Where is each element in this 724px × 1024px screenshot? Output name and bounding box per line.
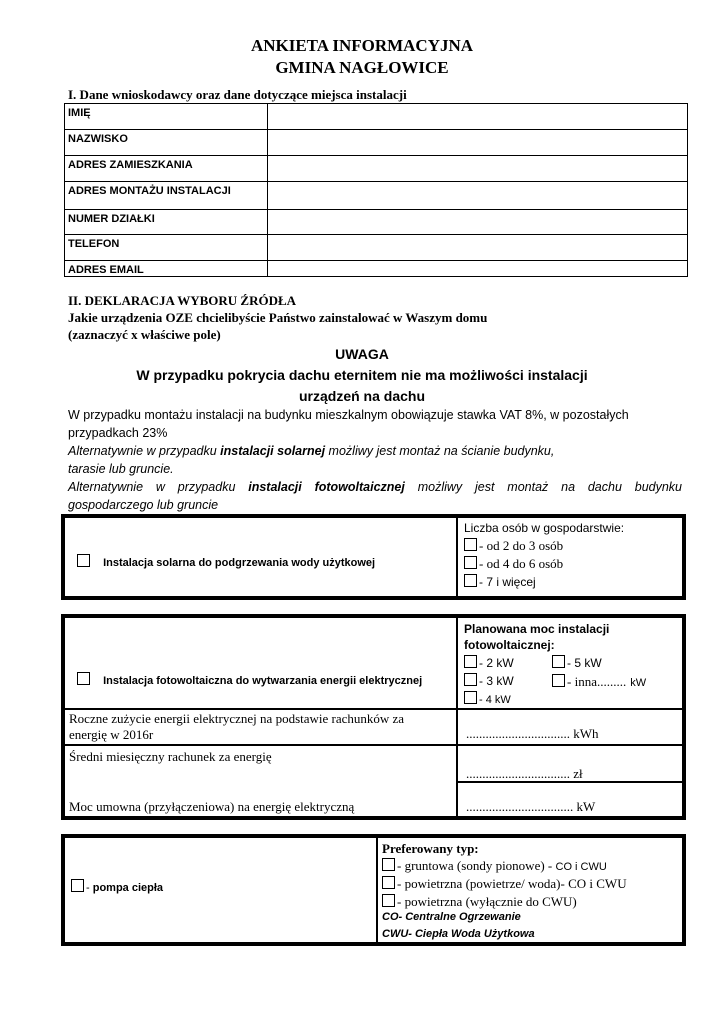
heatpump-ground-label: - gruntowa (sondy pionowe) - (397, 858, 556, 873)
alt-pv-bold: instalacji fotowoltaicznej (248, 480, 405, 494)
pv-section (61, 614, 686, 820)
heatpump-air-water-checkbox[interactable] (382, 876, 395, 889)
document-title: ANKIETA INFORMACYJNA (250, 36, 474, 55)
persons-7plus-checkbox[interactable] (464, 574, 477, 587)
consumption-label (69, 711, 404, 743)
pv-power-label1: Planowana moc instalacji (464, 622, 610, 636)
alt-pv-text2: możliwy jest montaż na dachu budynku (404, 480, 683, 494)
alt-solar-line2: tarasie lub gruncie. (68, 462, 174, 476)
alt-pv-line1 (68, 478, 682, 496)
bill-value-cell[interactable] (457, 745, 683, 782)
contract-value-cell[interactable] (457, 782, 683, 817)
pv-other-unit: kW (630, 677, 647, 689)
heatpump-checkbox[interactable] (71, 879, 84, 892)
legend-co: CO- Centralne Ogrzewanie (382, 911, 521, 923)
input-adres-zamieszkania[interactable] (268, 156, 688, 182)
row-label-imie: IMIĘ (65, 104, 268, 130)
pv-power-3kw[interactable] (464, 673, 514, 688)
heatpump-ground-checkbox[interactable] (382, 858, 395, 871)
solar-checkbox[interactable] (77, 554, 90, 567)
pv-power-2kw[interactable] (464, 655, 514, 670)
warning-line1: W przypadku pokrycia dachu eternitem nie ma możliwości instalacji (136, 367, 588, 383)
alt-solar-text2: możliwy jest montaż na ścianie budynku, (325, 444, 555, 458)
row-label-email: ADRES EMAIL (65, 261, 268, 277)
bill-label-cell (64, 745, 457, 817)
pv-3kw-label: - 3 kW (479, 674, 514, 688)
solar-persons-cell (457, 517, 683, 597)
vat-line1: W przypadku montażu instalacji na budynku mieszkalnym obowiązuje stawka VAT 8%, w pozostałych (68, 408, 629, 422)
heatpump-air-cwu-checkbox[interactable] (382, 894, 395, 907)
pv-other-checkbox[interactable] (552, 674, 565, 687)
persons-7plus-label: - 7 i więcej (479, 575, 536, 589)
pv-power-4kw[interactable] (464, 691, 511, 706)
alt-solar-bold: instalacji solarnej (220, 444, 326, 458)
consumption-label-line2: energię w 2016r (69, 727, 154, 742)
contract-value: ................................. kW (466, 799, 596, 814)
row-label-numer-dzialki: NUMER DZIAŁKI (65, 210, 268, 235)
solar-section (61, 514, 686, 600)
contract-label: Moc umowna (przyłączeniowa) na energię elektryczną (69, 799, 355, 814)
input-adres-montazu[interactable] (268, 182, 688, 210)
pv-checkbox[interactable] (77, 672, 90, 685)
persons-2-3-checkbox[interactable] (464, 538, 477, 551)
heatpump-pref-label: Preferowany typ: (382, 841, 479, 856)
persons-2-3-label: - od 2 do 3 osób (479, 538, 564, 553)
pv-5kw-checkbox[interactable] (552, 655, 565, 668)
pv-power-other[interactable] (552, 673, 646, 691)
persons-option-4-6[interactable] (464, 556, 563, 572)
section2-instruction: (zaznaczyć x właściwe pole) (68, 327, 221, 342)
input-imie[interactable] (268, 104, 688, 130)
persons-option-2-3[interactable] (464, 538, 563, 554)
vat-line2: przypadkach 23% (68, 426, 168, 440)
solar-option-cell (64, 517, 457, 597)
heatpump-air-water-label: - powietrzna (powietrze/ woda)- CO i CWU (397, 876, 627, 891)
pv-label: Instalacja fotowoltaiczna do wytwarzania energii elektrycznej (103, 675, 423, 687)
heatpump-type-air-cwu[interactable] (382, 894, 577, 910)
consumption-value-cell[interactable] (457, 709, 683, 745)
heatpump-section (61, 834, 686, 946)
heatpump-types-cell (377, 837, 683, 943)
persons-4-6-checkbox[interactable] (464, 556, 477, 569)
applicant-table (64, 103, 688, 277)
pv-3kw-checkbox[interactable] (464, 673, 477, 686)
input-telefon[interactable] (268, 235, 688, 261)
legend-cwu: CWU- Ciepła Woda Użytkowa (382, 928, 535, 940)
persons-label: Liczba osób w gospodarstwie: (464, 521, 625, 535)
pv-option[interactable] (77, 672, 422, 687)
section2-question: Jakie urządzenia OZE chcielibyście Państwo zainstalować w Waszym domu (68, 310, 488, 325)
input-email[interactable] (268, 261, 688, 277)
consumption-label-cell (64, 709, 457, 745)
document-subtitle: GMINA NAGŁOWICE (275, 58, 449, 77)
persons-4-6-label: - od 4 do 6 osób (479, 556, 564, 571)
solar-option[interactable] (77, 554, 375, 569)
row-label-adres-zamieszkania: ADRES ZAMIESZKANIA (65, 156, 268, 182)
pv-power-cell (457, 617, 683, 709)
input-numer-dzialki[interactable] (268, 210, 688, 235)
persons-option-7plus[interactable] (464, 574, 536, 589)
consumption-value: ................................ kWh (466, 726, 599, 741)
heatpump-option-cell (64, 837, 377, 943)
heatpump-type-ground[interactable] (382, 858, 607, 874)
alt-solar-line1 (68, 442, 554, 460)
heatpump-label: pompa ciepła (92, 882, 164, 894)
solar-label: Instalacja solarna do podgrzewania wody użytkowej (103, 557, 376, 569)
heatpump-type-air-water[interactable] (382, 876, 627, 892)
bill-value: ................................ zł (466, 766, 583, 781)
alt-pv-line2: gospodarczego lub gruncie (68, 498, 219, 512)
pv-2kw-label: - 2 kW (479, 656, 514, 670)
section2-heading: II. DEKLARACJA WYBORU ŹRÓDŁA (68, 293, 297, 308)
pv-5kw-label: - 5 kW (567, 656, 602, 670)
row-label-adres-montazu: ADRES MONTAŻU INSTALACJI (65, 182, 268, 210)
row-label-nazwisko: NAZWISKO (65, 130, 268, 156)
alt-solar-text: Alternatywnie w przypadku (68, 444, 221, 458)
heatpump-air-cwu-label: - powietrzna (wyłącznie do CWU) (397, 894, 577, 909)
pv-option-cell (64, 617, 457, 709)
pv-power-5kw[interactable] (552, 655, 602, 670)
heatpump-ground-suffix: CO i CWU (555, 861, 607, 873)
warning-line2: urządzeń na dachu (298, 388, 426, 404)
alt-pv-text: Alternatywnie w przypadku (68, 480, 249, 494)
row-label-telefon: TELEFON (65, 235, 268, 261)
warning-title: UWAGA (335, 346, 389, 362)
pv-4kw-checkbox[interactable] (464, 691, 477, 704)
pv-2kw-checkbox[interactable] (464, 655, 477, 668)
section1-heading: I. Dane wnioskodawcy oraz dane dotyczące miejsca instalacji (68, 87, 407, 102)
consumption-label-line1: Roczne zużycie energii elektrycznej na podstawie rachunków za (69, 711, 405, 726)
pv-power-label2: fotowoltaicznej: (464, 638, 555, 652)
pv-other-label: - inna......... (567, 674, 627, 689)
input-nazwisko[interactable] (268, 130, 688, 156)
heatpump-option[interactable] (71, 879, 163, 894)
heatpump-dash: - (86, 882, 93, 894)
pv-4kw-label: - 4 kW (479, 694, 511, 706)
bill-label: Średni miesięczny rachunek za energię (69, 749, 272, 764)
